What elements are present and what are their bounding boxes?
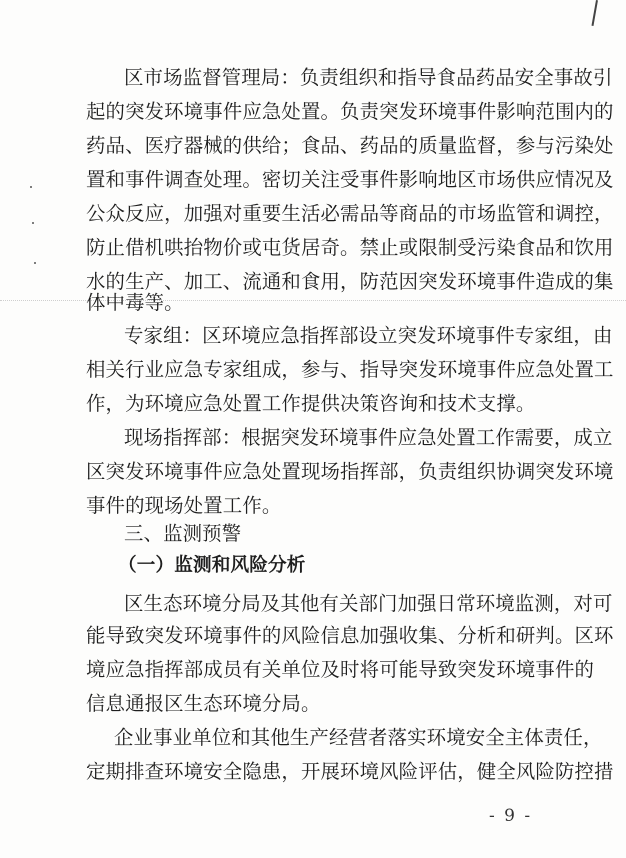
body-text-line: 定期排查环境安全隐患，开展环境风险评估，健全风险防控措 bbox=[86, 760, 614, 783]
subsection-heading: （一）监测和风险分析 bbox=[118, 555, 306, 576]
body-text-line: 专家组：区环境应急指挥部设立突发环境事件专家组，由 bbox=[124, 324, 613, 347]
body-text-line: 药品、医疗器械的供给；食品、药品的质量监督，参与污染处 bbox=[86, 134, 614, 157]
body-text-line: 水的生产、加工、流通和食用，防范因突发环境事件造成的集 bbox=[86, 270, 614, 293]
pen-mark bbox=[591, 0, 597, 26]
body-text-line: 防止借机哄抬物价或屯货居奇。禁止或限制受污染食品和饮用 bbox=[86, 236, 614, 259]
body-text-line: 区突发环境事件应急处置现场指挥部，负责组织协调突发环境 bbox=[86, 460, 614, 483]
body-text-line: 信息通报区生态环境分局。 bbox=[86, 692, 321, 715]
body-text-line: 事件的现场处置工作。 bbox=[86, 494, 282, 517]
scan-speck bbox=[32, 222, 34, 224]
body-text-line: 公众反应，加强对重要生活必需品等商品的市场监管和调控， bbox=[86, 202, 614, 225]
body-text-line: 能导致突发环境事件的风险信息加强收集、分析和研判。区环 bbox=[86, 624, 614, 647]
body-text-line: 现场指挥部：根据突发环境事件应急处置工作需要，成立 bbox=[124, 426, 613, 449]
section-heading: 三、监测预警 bbox=[124, 522, 242, 545]
body-text-line: 境应急指挥部成员有关单位及时将可能导致突发环境事件的 bbox=[86, 658, 595, 681]
body-text-line: 体中毒等。 bbox=[86, 291, 184, 314]
body-text-line: 企业事业单位和其他生产经营者落实环境安全主体责任， bbox=[114, 726, 603, 749]
body-text-line: 相关行业应急专家组成，参与、指导突发环境事件应急处置工 bbox=[86, 358, 614, 381]
body-text-line: 作，为环境应急处置工作提供决策咨询和技术支撑。 bbox=[86, 392, 536, 415]
page-number: - 9 - bbox=[489, 806, 533, 826]
scan-speck bbox=[30, 186, 32, 188]
scan-speck bbox=[34, 262, 36, 264]
body-text-line: 置和事件调查处理。密切关注受事件影响地区市场供应情况及 bbox=[86, 168, 614, 191]
body-text-line: 起的突发环境事件应急处置。负责突发环境事件影响范围内的 bbox=[86, 100, 614, 123]
body-text-line: 区市场监督管理局：负责组织和指导食品药品安全事故引 bbox=[124, 66, 613, 89]
body-text-line: 区生态环境分局及其他有关部门加强日常环境监测，对可 bbox=[124, 592, 613, 615]
